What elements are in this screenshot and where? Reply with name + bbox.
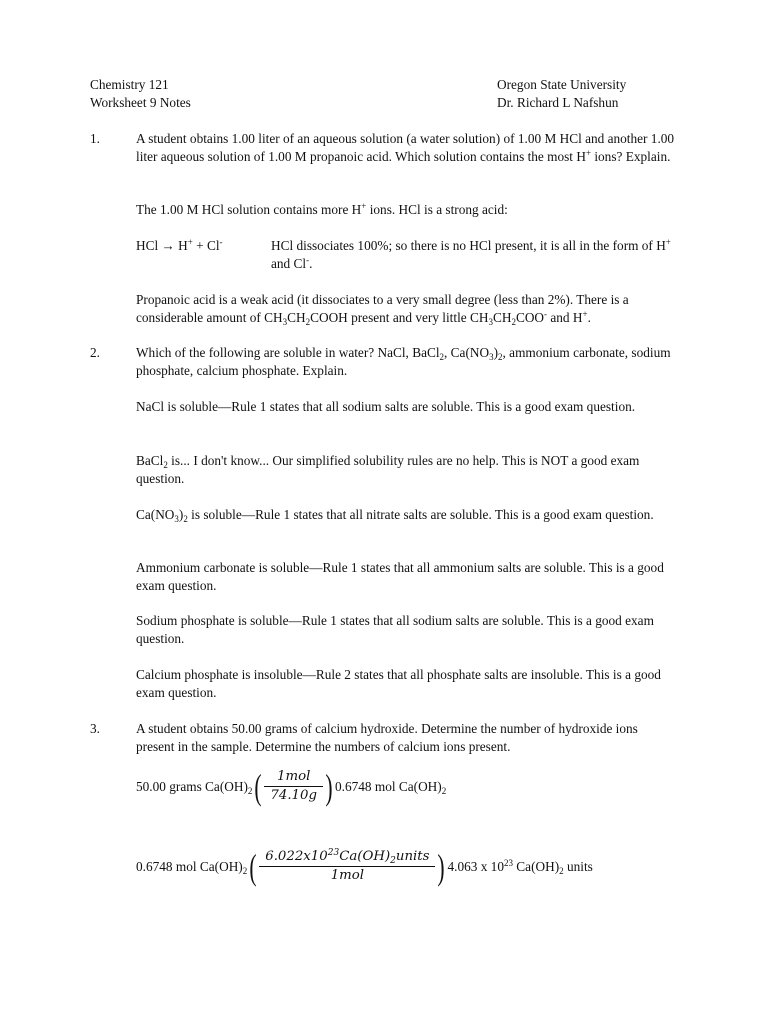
- question-1-text: A student obtains 1.00 liter of an aqueous solution (a water solution) of 1.00 M HCl and another 1.00 liter aqueous solution of 1.00 M propanoic acid. Which solution contains the most H+ ions? Explain.: [136, 131, 675, 164]
- question-3-text: A student obtains 50.00 grams of calcium hydroxide. Determine the number of hydroxide ions present in the sample. Determine the numbers of calcium ions present.: [136, 721, 638, 754]
- calc2-numerator: $6.022x10^{23}Ca(OH)_2units$: [259, 848, 435, 867]
- calculation-2: [136, 848, 593, 885]
- calc1-result: 0.6748 mol $Ca(OH)_2$: [334, 778, 447, 796]
- propanoic-acid-note: Propanoic acid is a weak acid (it dissociates to a very small degree (less than 2%). There is a considerable amount of $CH_3CH_2COOH$ present and very little $CH_3CH_2COO^-$ and H+.: [136, 292, 629, 327]
- calc1-lead: 50.00 grams $Ca(OH)_2$: [136, 778, 253, 796]
- header-left: [90, 76, 191, 112]
- calc1-left-paren: (: [254, 766, 263, 807]
- calc2-denominator: 1mol: [330, 868, 365, 883]
- calc1-denominator: 74.10g: [270, 788, 317, 803]
- question-1-answer: The 1.00 M HCl solution contains more H+ ions. HCl is a strong acid:: [136, 201, 508, 217]
- calc1-numerator: 1mol: [264, 768, 323, 787]
- course-title: Chemistry 121: [90, 77, 169, 92]
- calc2-result: 4.063 x $10^{23}$ $Ca(OH)_2$ units: [447, 857, 593, 876]
- question-3-number: 3.: [90, 721, 100, 736]
- bacl2-answer: BaCl$_2$ is... I don't know... Our simplified solubility rules are no help. This is NOT a good exam question.: [136, 453, 640, 486]
- calculation-1: [136, 768, 446, 805]
- calc1-fraction: [264, 768, 323, 805]
- ammonium-carbonate-answer: Ammonium carbonate is soluble—Rule 1 states that all ammonium salts are soluble. This is a good exam question.: [136, 560, 664, 593]
- calc2-right-paren: ): [437, 846, 446, 887]
- sodium-phosphate-answer: Sodium phosphate is soluble—Rule 1 states that all sodium salts are soluble. This is a good exam question.: [136, 613, 654, 646]
- cano3-answer: $Ca(NO_3)_2$ is soluble—Rule 1 states that all nitrate salts are soluble. This is a good exam question.: [136, 507, 654, 524]
- calcium-phosphate-answer: Calcium phosphate is insoluble—Rule 2 states that all phosphate salts are insoluble. This is a good exam question.: [136, 667, 661, 700]
- worksheet-title: Worksheet 9 Notes: [90, 95, 191, 110]
- hcl-equation-note: HCl dissociates 100%; so there is no HCl present, it is all in the form of H+ and Cl-.: [271, 237, 671, 271]
- calc2-lead: 0.6748 mol $Ca(OH)_2$: [136, 858, 248, 876]
- question-1-number: 1.: [90, 131, 100, 146]
- question-2-text: Which of the following are soluble in water? NaCl, BaCl$_2$, $Ca(NO_3)_2$, ammonium carbonate, sodium phosphate, calcium phosphate. Explain.: [136, 345, 671, 378]
- nacl-answer: NaCl is soluble—Rule 1 states that all sodium salts are soluble. This is a good exam question.: [136, 399, 636, 414]
- header-right: [497, 76, 626, 112]
- calc2-left-paren: (: [249, 846, 257, 887]
- instructor-name: Dr. Richard L Nafshun: [497, 95, 619, 110]
- hcl-equation: HCl → H+ + Cl-: [136, 237, 223, 253]
- calc1-right-paren: ): [325, 766, 333, 807]
- question-2-number: 2.: [90, 345, 100, 360]
- calc2-fraction: [259, 848, 435, 885]
- university-name: Oregon State University: [497, 77, 627, 92]
